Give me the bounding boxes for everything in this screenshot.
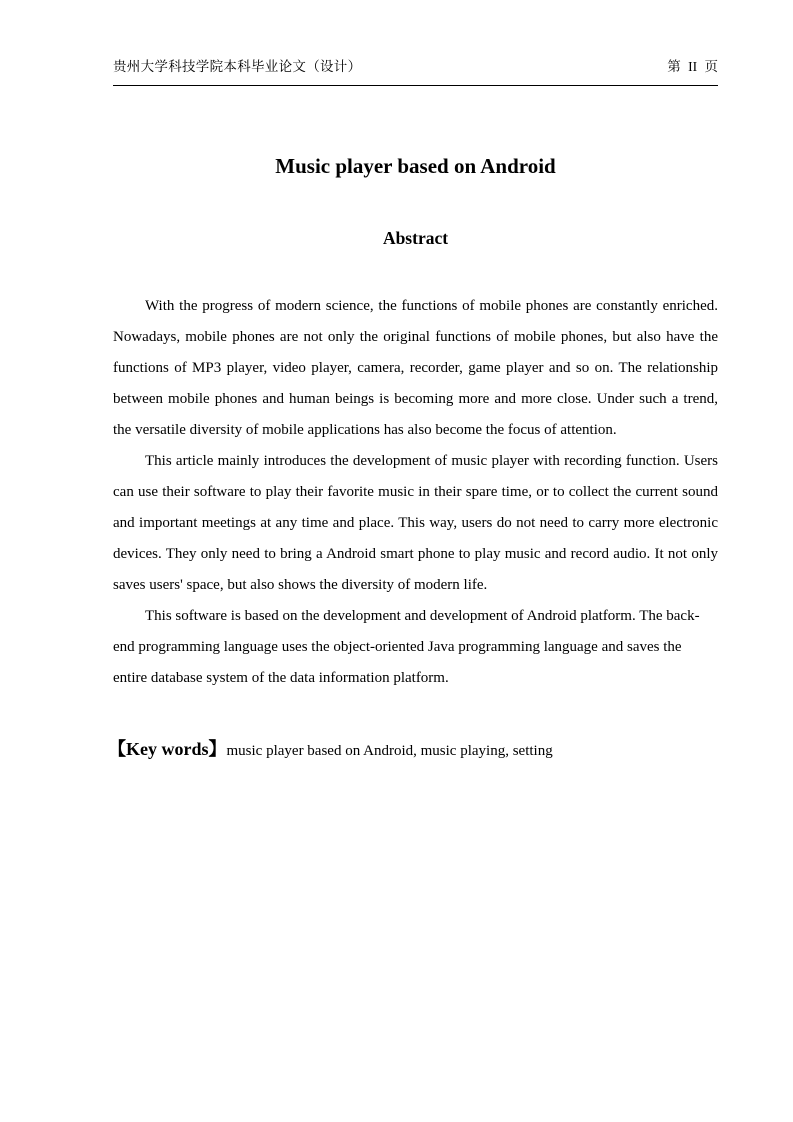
abstract-paragraph-3: This software is based on the development and development of Android platform. The back-end programming language uses the object-oriented Java programming language and saves the entire database system of the data information platform. <box>113 608 700 686</box>
keywords-text: music player based on Android, music playing, setting <box>226 743 553 759</box>
keywords-line <box>108 734 723 767</box>
keywords-label: 【Key words】 <box>108 739 227 759</box>
running-header <box>113 55 718 86</box>
abstract-body <box>113 291 718 694</box>
abstract-heading: Abstract <box>382 228 449 248</box>
header-page-number: 第 II 页 <box>667 59 718 74</box>
paper-title: Music player based on Android <box>275 154 556 178</box>
abstract-paragraph-1: With the progress of modern science, the functions of mobile phones are constantly enriched. Nowadays, mobile phones are not only the original functions of mobile phones, but also have the functions of MP3 player, video player, camera, recorder, game player and so on. The relationship between mobile phones and human beings is becoming more and more close. Under such a trend, the versatile diversity of mobile applications has also become the focus of attention. <box>113 298 718 438</box>
header-institution-title: 贵州大学科技学院本科毕业论文（设计） <box>113 59 362 74</box>
abstract-paragraph-2: This article mainly introduces the development of music player with recording function. Users can use their software to play their favorite music in their spare time, or to collect the current sound and important meetings at any time and place. This way, users do not need to carry more electronic devices. They only need to bring a Android smart phone to play music and record audio. It not only saves users' space, but also shows the diversity of modern life. <box>113 453 718 593</box>
